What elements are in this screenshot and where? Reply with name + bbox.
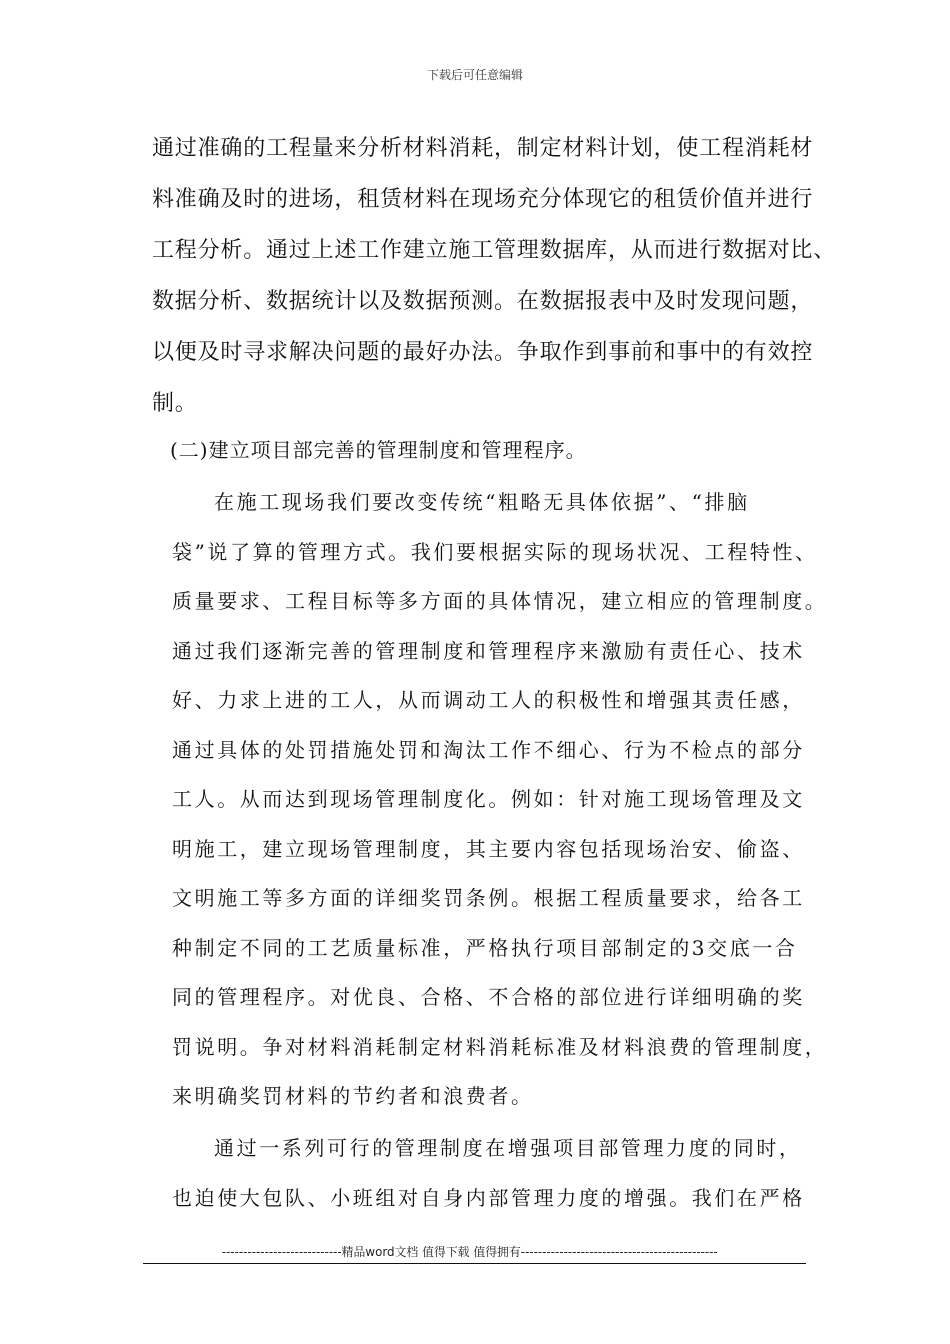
paragraph-line: 通过一系列可行的管理制度在增强项目部管理力度的同时， <box>214 1136 802 1160</box>
paragraph-line: 质量要求、工程目标等多方面的具体情况，建立相应的管理制度。 <box>172 589 828 613</box>
paragraph-line: 通过具体的处罚措施处罚和淘汰工作不细心、行为不检点的部分 <box>172 738 805 762</box>
footer-rule <box>143 1263 806 1264</box>
paragraph-line: 料准确及时的进场，租赁材料在现场充分体现它的租赁价值并进行 <box>152 187 814 212</box>
paragraph-line: 在施工现场我们要改变传统“粗略无具体依据”、“排脑 <box>214 490 750 514</box>
paragraph-line: 以便及时寻求解决问题的最好办法。争取作到事前和事中的有效控 <box>152 340 814 365</box>
section-heading: (二)建立项目部完善的管理制度和管理程序。 <box>170 438 587 462</box>
paragraph-line: 罚说明。争对材料消耗制定材料消耗标准及材料浪费的管理制度， <box>172 1035 828 1059</box>
paragraph-line: 工程分析。通过上述工作建立施工管理数据库，从而进行数据对比、 <box>152 238 837 263</box>
paragraph-line: 制。 <box>152 391 198 416</box>
paragraph-line: 袋”说了算的管理方式。我们要根据实际的现场状况、工程特性、 <box>172 540 818 564</box>
paragraph-line: 通过准确的工程量来分析材料消耗，制定材料计划，使工程消耗材 <box>152 136 814 161</box>
paragraph-line: 文明施工等多方面的详细奖罚条例。根据工程质量要求，给各工 <box>172 886 805 910</box>
paragraph-line: 通过我们逐渐完善的管理制度和管理程序来激励有责任心、技术 <box>172 639 805 663</box>
paragraph-line: 来明确奖罚材料的节约者和浪费者。 <box>172 1084 534 1108</box>
paragraph-line: 种制定不同的工艺质量标准，严格执行项目部制定的3交底一合 <box>172 936 798 960</box>
paragraph-line: 工人。从而达到现场管理制度化。例如：针对施工现场管理及文 <box>172 787 805 811</box>
header-note: 下载后可任意编辑 <box>426 68 523 82</box>
paragraph-line: 也迫使大包队、小班组对自身内部管理力度的增强。我们在严格 <box>172 1186 805 1210</box>
footer-note: ----------------------------精品word文档 值得下载 值得拥有---------------------------------------------- <box>221 1245 718 1259</box>
paragraph-line: 同的管理程序。对优良、合格、不合格的部位进行详细明确的奖 <box>172 985 805 1009</box>
paragraph-line: 好、力求上进的工人，从而调动工人的积极性和增强其责任感， <box>172 688 805 712</box>
paragraph-line: 数据分析、数据统计以及数据预测。在数据报表中及时发现问题， <box>152 289 814 314</box>
paragraph-line: 明施工，建立现场管理制度，其主要内容包括现场治安、偷盗、 <box>172 837 805 861</box>
